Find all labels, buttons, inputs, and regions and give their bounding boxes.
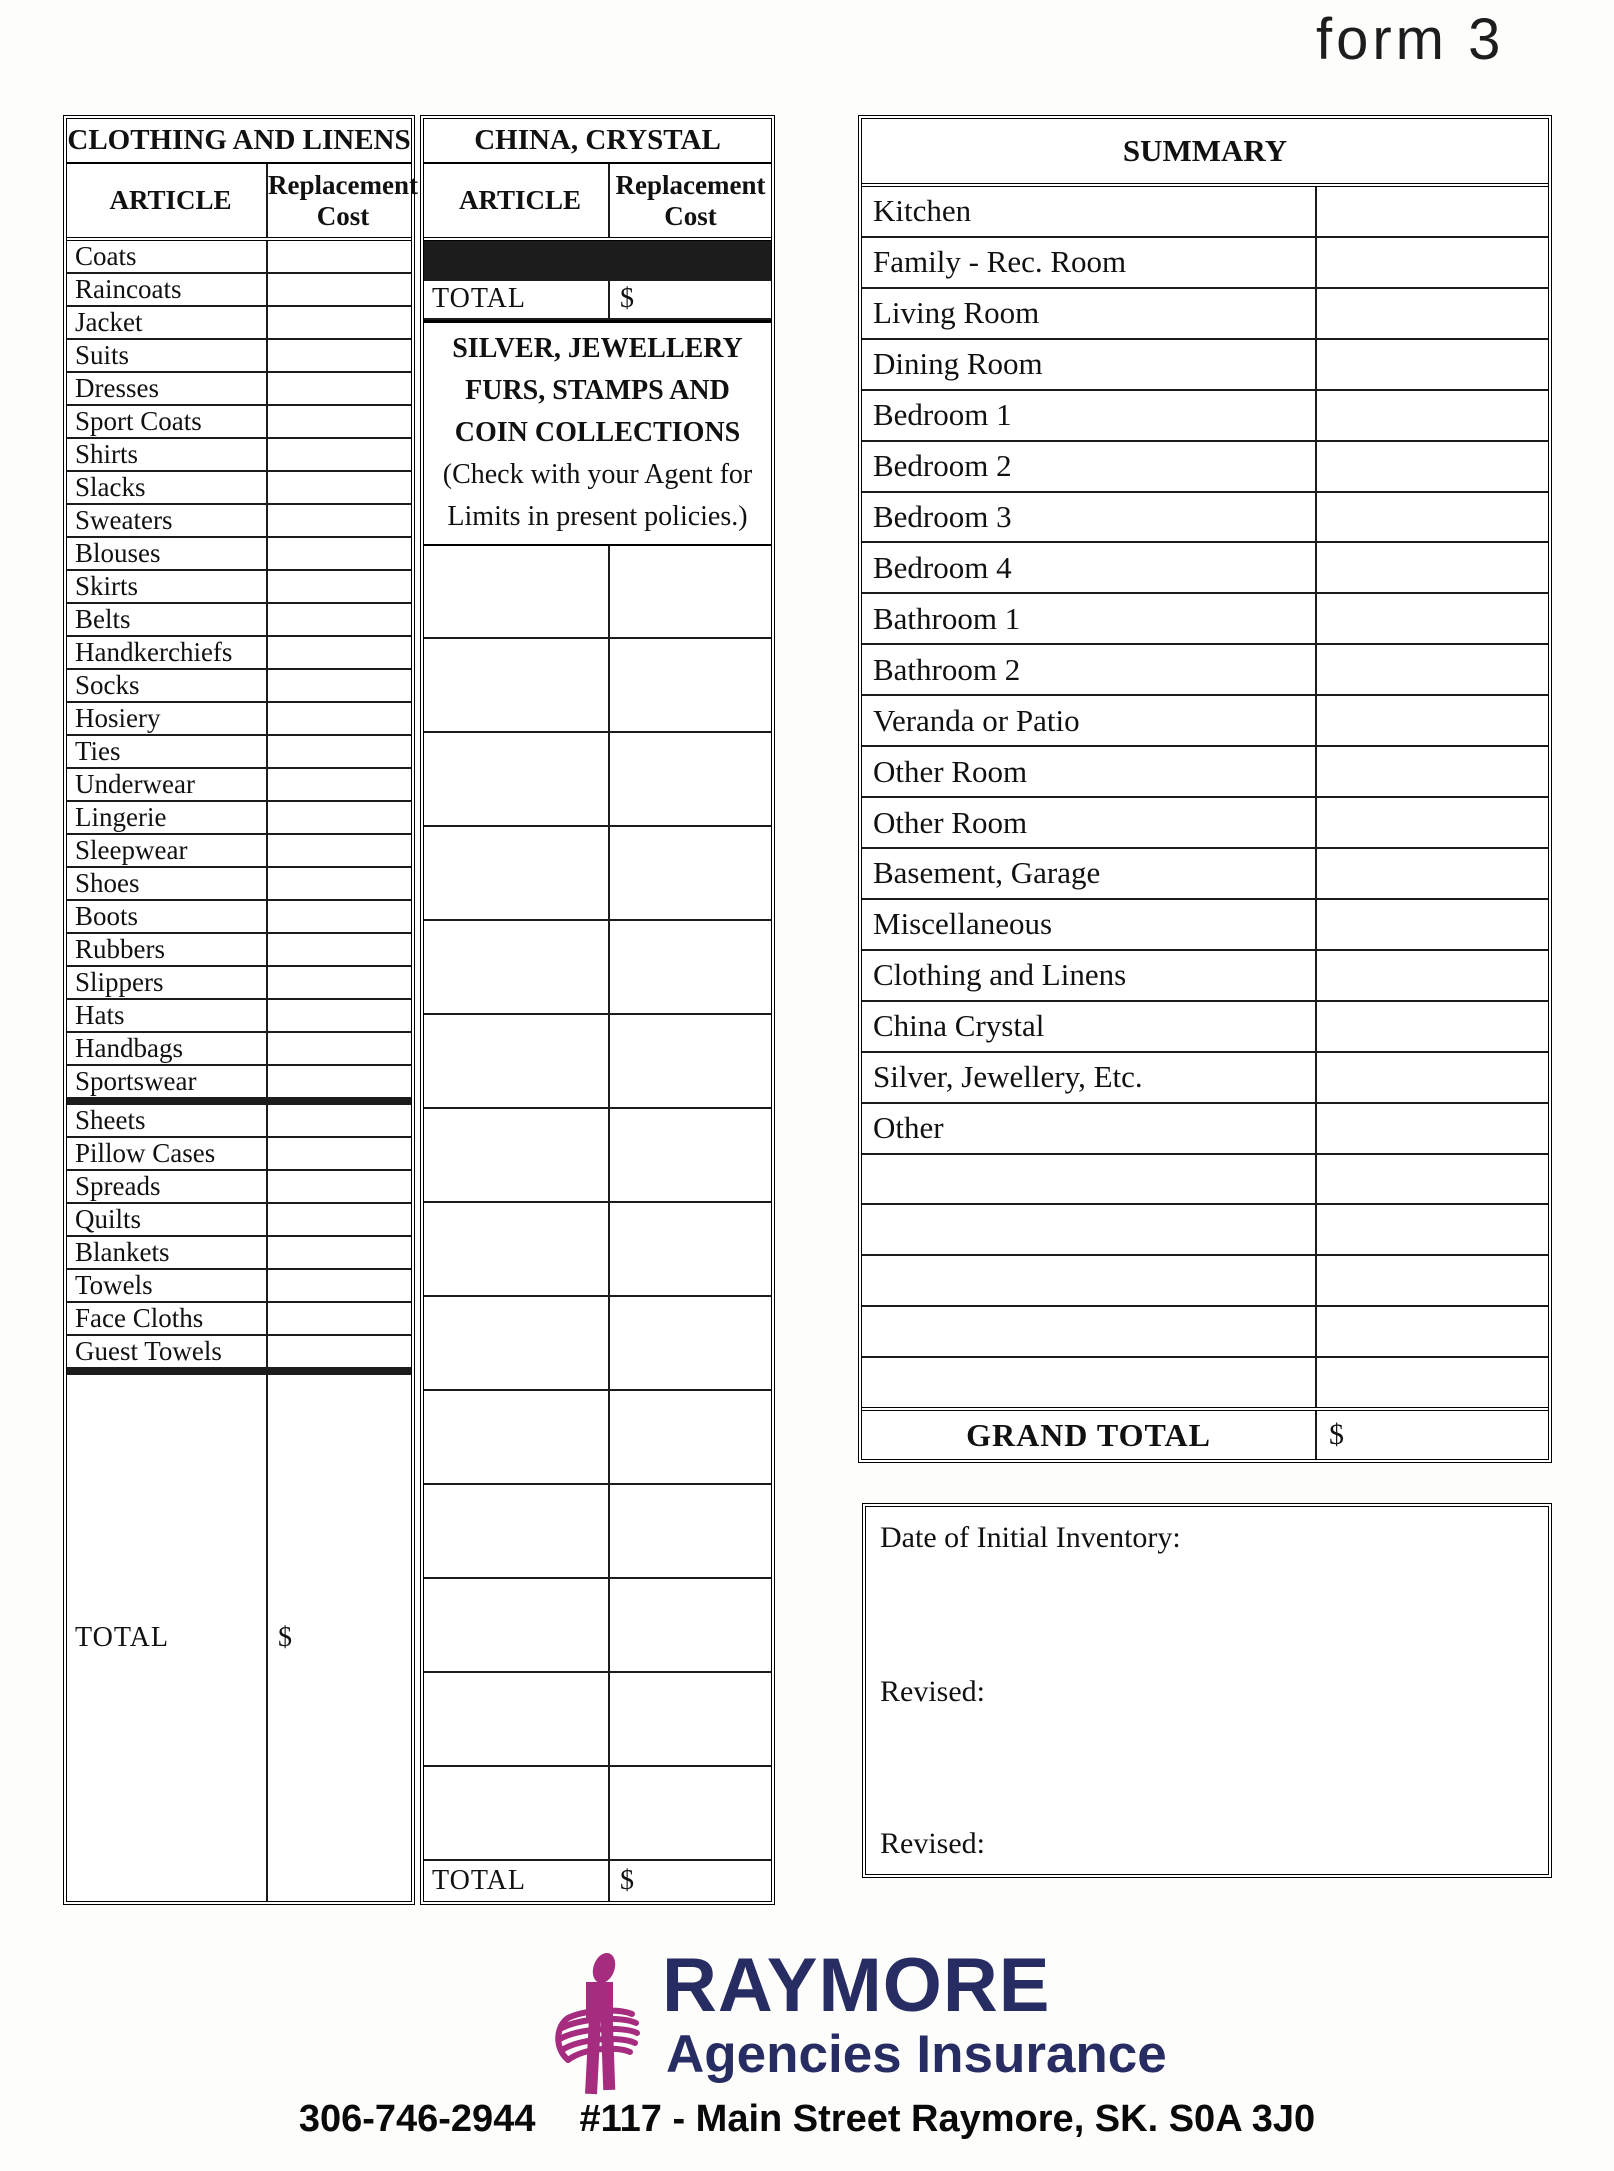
cost-cell — [268, 934, 411, 965]
cost-cell — [610, 1673, 771, 1765]
room-label-cell: Miscellaneous — [862, 900, 1317, 949]
summary-table-rows — [862, 187, 1548, 1407]
cost-cell — [610, 921, 771, 1013]
article-cell — [424, 546, 610, 638]
silver-section-rows — [424, 546, 771, 1860]
total-currency: $ — [620, 283, 634, 315]
table-row — [67, 868, 411, 901]
table-row — [67, 604, 411, 637]
table-row — [67, 1303, 411, 1336]
article-cell: Sheets — [67, 1105, 268, 1136]
table-row — [67, 1336, 411, 1369]
table-row — [67, 505, 411, 538]
notice-line: SILVER, JEWELLERY — [452, 333, 743, 364]
amount-cell — [1317, 1205, 1548, 1254]
room-label-cell: Basement, Garage — [862, 849, 1317, 898]
table-row — [424, 1109, 771, 1203]
amount-cell — [1317, 1256, 1548, 1305]
form-number-label: form 3 — [1316, 7, 1505, 72]
china-article-column-header: ARTICLE — [424, 164, 610, 237]
cost-cell — [268, 373, 411, 404]
table-row — [424, 1579, 771, 1673]
article-cell: Slacks — [67, 472, 268, 503]
article-cell — [424, 1767, 610, 1859]
article-cell: Skirts — [67, 571, 268, 602]
notice-line: COIN COLLECTIONS — [454, 417, 741, 448]
room-label-cell: Dining Room — [862, 340, 1317, 389]
article-cell: Blouses — [67, 538, 268, 569]
cost-cell — [268, 736, 411, 767]
table-row — [67, 472, 411, 505]
room-label-cell — [862, 1307, 1317, 1356]
cost-cell — [268, 670, 411, 701]
cost-cell — [268, 1336, 411, 1367]
cost-cell — [268, 604, 411, 635]
table-row — [862, 951, 1548, 1002]
total-label: TOTAL — [67, 1375, 268, 1901]
table-row — [67, 901, 411, 934]
table-row — [424, 827, 771, 921]
clothing-cost-column-header: Replacement Cost — [268, 169, 418, 231]
table-row — [862, 747, 1548, 798]
room-label-cell: Bedroom 1 — [862, 391, 1317, 440]
table-row — [67, 373, 411, 406]
article-cell: Towels — [67, 1270, 268, 1301]
article-cell: Sweaters — [67, 505, 268, 536]
article-cell — [424, 1579, 610, 1671]
china-total-row — [424, 281, 771, 320]
table-row — [424, 921, 771, 1015]
table-row — [67, 934, 411, 967]
amount-cell — [1317, 1307, 1548, 1356]
article-cell — [424, 827, 610, 919]
table-row — [424, 1673, 771, 1767]
room-label-cell: Other Room — [862, 798, 1317, 847]
contact-line — [0, 2098, 1614, 2141]
amount-cell — [1317, 340, 1548, 389]
table-row — [67, 703, 411, 736]
notice-line: FURS, STAMPS AND — [465, 375, 730, 406]
article-cell — [424, 1015, 610, 1107]
room-label-cell: Clothing and Linens — [862, 951, 1317, 1000]
clothing-table-title: CLOTHING AND LINENS — [67, 119, 411, 164]
revised-label-2: Revised: — [880, 1827, 985, 1860]
raymore-person-knot-logo-icon — [548, 1952, 652, 2102]
article-cell: Shoes — [67, 868, 268, 899]
amount-cell — [1317, 238, 1548, 287]
silver-section-total-row — [424, 1859, 771, 1901]
cost-cell — [610, 546, 771, 638]
amount-cell — [1317, 1053, 1548, 1102]
table-row — [862, 543, 1548, 594]
table-row — [424, 1203, 771, 1297]
table-row — [862, 1155, 1548, 1206]
cost-cell — [268, 406, 411, 437]
room-label-cell: Silver, Jewellery, Etc. — [862, 1053, 1317, 1102]
table-row — [67, 439, 411, 472]
notice-line: Limits in present policies.) — [447, 501, 748, 532]
cost-cell — [610, 1391, 771, 1483]
table-row — [67, 1066, 411, 1099]
table-row — [862, 645, 1548, 696]
article-cell: Guest Towels — [67, 1336, 268, 1367]
cost-cell — [268, 901, 411, 932]
cost-cell — [268, 637, 411, 668]
table-row — [67, 802, 411, 835]
article-cell — [424, 1391, 610, 1483]
table-row — [862, 1205, 1548, 1256]
table-row — [67, 967, 411, 1000]
article-cell: Suits — [67, 340, 268, 371]
table-row — [67, 670, 411, 703]
table-row — [424, 1485, 771, 1579]
cost-cell — [268, 1171, 411, 1202]
article-cell: Ties — [67, 736, 268, 767]
cost-cell — [268, 505, 411, 536]
article-cell: Hosiery — [67, 703, 268, 734]
article-cell: Sportswear — [67, 1066, 268, 1097]
article-cell: Slippers — [67, 967, 268, 998]
table-row — [67, 307, 411, 340]
cost-cell — [268, 1270, 411, 1301]
article-cell: Blankets — [67, 1237, 268, 1268]
room-label-cell: Bedroom 3 — [862, 493, 1317, 542]
table-row — [862, 798, 1548, 849]
room-label-cell: Veranda or Patio — [862, 696, 1317, 745]
article-cell: Rubbers — [67, 934, 268, 965]
room-label-cell: China Crystal — [862, 1002, 1317, 1051]
room-label-cell: Bathroom 2 — [862, 645, 1317, 694]
amount-cell — [1317, 798, 1548, 847]
room-label-cell: Bathroom 1 — [862, 594, 1317, 643]
table-row — [67, 241, 411, 274]
article-cell — [424, 1109, 610, 1201]
clothing-article-column-header: ARTICLE — [67, 164, 268, 237]
table-row — [862, 594, 1548, 645]
amount-cell — [1317, 1002, 1548, 1051]
cost-cell — [268, 1105, 411, 1136]
room-label-cell: Other — [862, 1104, 1317, 1153]
table-row — [862, 849, 1548, 900]
article-cell — [424, 921, 610, 1013]
cost-cell — [268, 1237, 411, 1268]
table-row — [67, 736, 411, 769]
table-row — [424, 1015, 771, 1109]
amount-cell — [1317, 849, 1548, 898]
cost-cell — [268, 1303, 411, 1334]
cost-cell — [610, 1297, 771, 1389]
table-row — [862, 1002, 1548, 1053]
cost-cell — [610, 733, 771, 825]
room-label-cell: Other Room — [862, 747, 1317, 796]
table-row — [67, 1171, 411, 1204]
cost-cell — [268, 967, 411, 998]
cost-cell — [268, 439, 411, 470]
table-row — [862, 238, 1548, 289]
table-row — [424, 733, 771, 827]
cost-cell — [268, 241, 411, 272]
summary-table — [858, 115, 1552, 1463]
cost-cell — [268, 835, 411, 866]
table-row — [862, 289, 1548, 340]
table-row — [862, 1307, 1548, 1358]
silver-jewellery-notice — [424, 320, 771, 546]
article-cell: Hats — [67, 1000, 268, 1031]
room-label-cell — [862, 1155, 1317, 1204]
table-row — [67, 1204, 411, 1237]
table-row — [67, 1237, 411, 1270]
cost-cell — [610, 1203, 771, 1295]
table-row — [862, 1104, 1548, 1155]
article-cell — [424, 733, 610, 825]
amount-cell — [1317, 187, 1548, 236]
cost-cell — [268, 571, 411, 602]
article-cell: Face Cloths — [67, 1303, 268, 1334]
brand-subtitle: Agencies Insurance — [666, 2025, 1167, 2084]
clothing-linens-table — [63, 115, 418, 1905]
room-label-cell — [862, 1358, 1317, 1407]
room-label-cell: Bedroom 2 — [862, 442, 1317, 491]
amount-cell — [1317, 1155, 1548, 1204]
cost-cell — [268, 307, 411, 338]
street-address: #117 - Main Street Raymore, SK. S0A 3J0 — [579, 2098, 1316, 2140]
cost-cell — [268, 868, 411, 899]
table-row — [67, 1138, 411, 1171]
cost-cell — [610, 1015, 771, 1107]
table-row — [862, 1053, 1548, 1104]
amount-cell — [1317, 1358, 1548, 1407]
article-cell: Lingerie — [67, 802, 268, 833]
table-row — [862, 900, 1548, 951]
notice-line: (Check with your Agent for — [442, 459, 753, 490]
inventory-date-box — [862, 1503, 1552, 1878]
table-row — [862, 187, 1548, 238]
cost-cell — [268, 274, 411, 305]
table-row — [67, 769, 411, 802]
cost-cell — [268, 1066, 411, 1097]
room-label-cell — [862, 1256, 1317, 1305]
amount-cell — [1317, 645, 1548, 694]
table-row — [424, 1767, 771, 1859]
date-of-initial-inventory-label: Date of Initial Inventory: — [880, 1521, 1181, 1554]
amount-cell — [1317, 696, 1548, 745]
total-currency: $ — [620, 1865, 634, 1896]
amount-cell — [1317, 594, 1548, 643]
article-cell: Dresses — [67, 373, 268, 404]
table-row — [424, 546, 771, 640]
table-row — [67, 571, 411, 604]
article-cell: Jacket — [67, 307, 268, 338]
amount-cell — [1317, 951, 1548, 1000]
cost-cell — [610, 1579, 771, 1671]
article-cell: Shirts — [67, 439, 268, 470]
article-cell: Underwear — [67, 769, 268, 800]
cost-cell — [610, 1767, 771, 1859]
table-row — [424, 1391, 771, 1485]
table-row — [862, 1256, 1548, 1307]
room-label-cell: Family - Rec. Room — [862, 238, 1317, 287]
table-row — [67, 1105, 411, 1138]
china-table-title: CHINA, CRYSTAL — [424, 119, 771, 164]
room-label-cell: Kitchen — [862, 187, 1317, 236]
article-cell: Spreads — [67, 1171, 268, 1202]
article-cell: Sport Coats — [67, 406, 268, 437]
cost-cell — [268, 1000, 411, 1031]
cost-cell — [268, 1033, 411, 1064]
table-row — [67, 340, 411, 373]
room-label-cell: Bedroom 4 — [862, 543, 1317, 592]
amount-cell — [1317, 289, 1548, 338]
cost-cell — [268, 472, 411, 503]
clothing-total-row — [67, 1375, 411, 1901]
article-cell — [424, 1485, 610, 1577]
amount-cell — [1317, 747, 1548, 796]
cost-cell — [268, 769, 411, 800]
room-label-cell: Living Room — [862, 289, 1317, 338]
article-cell — [424, 1673, 610, 1765]
amount-cell — [1317, 543, 1548, 592]
article-cell: Boots — [67, 901, 268, 932]
revised-label-1: Revised: — [880, 1675, 985, 1708]
article-cell: Quilts — [67, 1204, 268, 1235]
table-row — [67, 406, 411, 439]
grand-total-label: GRAND TOTAL — [862, 1411, 1317, 1459]
table-row — [862, 391, 1548, 442]
article-cell: Socks — [67, 670, 268, 701]
cost-cell — [268, 538, 411, 569]
table-row — [67, 637, 411, 670]
cost-cell — [268, 703, 411, 734]
cost-cell — [268, 340, 411, 371]
china-table-rows — [424, 241, 771, 281]
article-cell: Belts — [67, 604, 268, 635]
grand-total-row — [862, 1407, 1548, 1459]
cost-cell — [610, 1485, 771, 1577]
cost-cell — [610, 827, 771, 919]
amount-cell — [1317, 493, 1548, 542]
amount-cell — [1317, 442, 1548, 491]
table-row — [862, 442, 1548, 493]
cost-cell — [610, 639, 771, 731]
clothing-table-header — [67, 164, 418, 241]
table-row — [67, 538, 411, 571]
china-table-header — [424, 164, 771, 241]
total-label: TOTAL — [424, 1861, 610, 1901]
phone-number: 306-746-2944 — [298, 2098, 536, 2140]
table-row — [67, 1033, 411, 1066]
article-cell: Raincoats — [67, 274, 268, 305]
article-cell: Handkerchiefs — [67, 637, 268, 668]
room-label-cell — [862, 1205, 1317, 1254]
table-row — [424, 1297, 771, 1391]
china-cost-column-header: Replacement Cost — [615, 169, 766, 231]
brand-name: RAYMORE — [662, 1943, 1051, 2028]
table-row — [67, 1270, 411, 1303]
article-cell: Pillow Cases — [67, 1138, 268, 1169]
total-currency: $ — [278, 1622, 292, 1653]
china-crystal-table — [420, 115, 775, 1905]
table-row — [67, 1000, 411, 1033]
cost-cell — [610, 1109, 771, 1201]
table-row — [862, 1358, 1548, 1407]
table-row — [424, 639, 771, 733]
summary-table-title: SUMMARY — [862, 119, 1548, 187]
table-row — [862, 340, 1548, 391]
cost-cell — [268, 1204, 411, 1235]
article-cell: Sleepwear — [67, 835, 268, 866]
table-row — [862, 493, 1548, 544]
article-cell: Coats — [67, 241, 268, 272]
cost-cell — [268, 802, 411, 833]
table-row — [67, 835, 411, 868]
grand-total-currency: $ — [1329, 1418, 1344, 1451]
amount-cell — [1317, 900, 1548, 949]
cost-cell — [268, 1138, 411, 1169]
article-cell — [424, 1297, 610, 1389]
table-row — [862, 696, 1548, 747]
article-cell — [424, 1203, 610, 1295]
amount-cell — [1317, 1104, 1548, 1153]
table-row — [67, 274, 411, 307]
total-label: TOTAL — [424, 281, 610, 318]
clothing-table-rows — [67, 241, 411, 1375]
article-cell — [424, 639, 610, 731]
amount-cell — [1317, 391, 1548, 440]
article-cell: Handbags — [67, 1033, 268, 1064]
